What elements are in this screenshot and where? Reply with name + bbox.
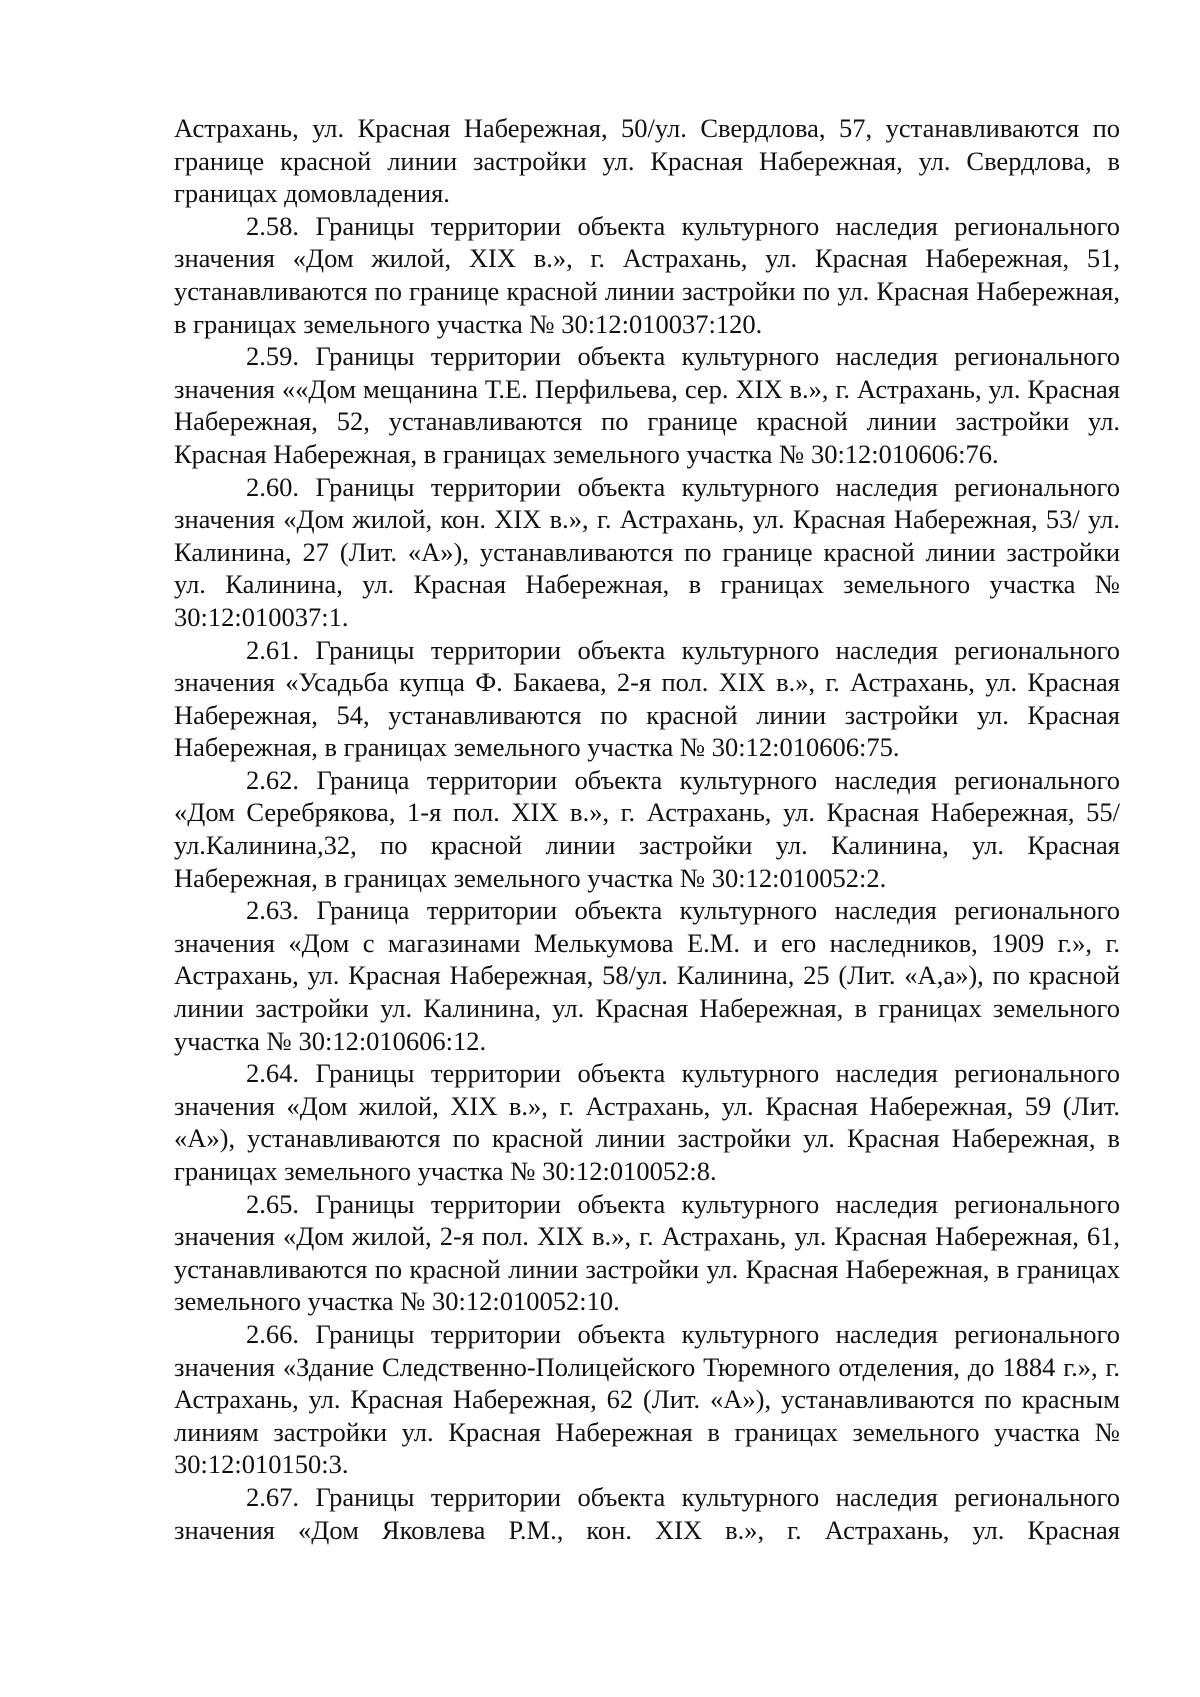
- paragraph-continuation: Астрахань, ул. Красная Набережная, 50/ул. Свердлова, 57, устанавливаются по границе красной линии застройки ул. Красная Набережная, ул. Свердлова, в границах домовладения.: [174, 113, 1120, 209]
- paragraph-2-63: 2.63. Граница территории объекта культурного наследия регионального значения «Дом с магазинами Мелькумова Е.М. и его наследников, 1909 г.», г. Астрахань, ул. Красная Набережная, 58/ул. Калинина, 25 (Лит. «А,а»), по красной линии застройки ул. Калинина, ул. Красная Набережная, в границах земельного участка № 30:12:010606:12.: [174, 895, 1120, 1056]
- paragraph-2-61: 2.61. Границы территории объекта культурного наследия регионального значения «Усадьба купца Ф. Бакаева, 2-я пол. XIX в.», г. Астрахань, ул. Красная Набережная, 54, устанавливаются по красной линии застройки ул. Красная Набережная, в границах земельного участка № 30:12:010606:75.: [174, 634, 1120, 763]
- paragraph-2-62: 2.62. Граница территории объекта культурного наследия регионального «Дом Серебрякова, 1-я пол. XIX в.», г. Астрахань, ул. Красная Набережная, 55/ул.Калинина,32, по красной линии застройки ул. Калинина, ул. Красная Набережная, в границах земельного участка № 30:12:010052:2.: [174, 764, 1120, 893]
- paragraph-2-60: 2.60. Границы территории объекта культурного наследия регионального значения «Дом жилой, кон. XIX в.», г. Астрахань, ул. Красная Набережная, 53/ ул. Калинина, 27 (Лит. «А»), устанавливаются по границе красной линии застройки ул. Калинина, ул. Красная Набережная, в границах земельного участка № 30:12:010037:1.: [174, 471, 1120, 632]
- paragraph-2-66: 2.66. Границы территории объекта культурного наследия регионального значения «Здание Следственно-Полицейского Тюремного отделения, до 1884 г.», г. Астрахань, ул. Красная Набережная, 62 (Лит. «А»), устанавливаются по красным линиям застройки ул. Красная Набережная в границах земельного участка № 30:12:010150:3.: [174, 1318, 1120, 1480]
- paragraph-2-59: 2.59. Границы территории объекта культурного наследия регионального значения ««Дом мещанина Т.Е. Перфильева, сер. XIX в.», г. Астрахань, ул. Красная Набережная, 52, устанавливаются по границе красной линии застройки ул. Красная Набережная, в границах земельного участка № 30:12:010606:76.: [174, 341, 1120, 469]
- paragraph-2-67: 2.67. Границы территории объекта культурного наследия регионального значения «Дом Яковлева Р.М., кон. XIX в.», г. Астрахань, ул. Красная: [174, 1481, 1120, 1545]
- paragraph-2-64: 2.64. Границы территории объекта культурного наследия регионального значения «Дом жилой, XIX в.», г. Астрахань, ул. Красная Набережная, 59 (Лит. «А»), устанавливаются по красной линии застройки ул. Красная Набережная, в границах земельного участка № 30:12:010052:8.: [174, 1058, 1120, 1186]
- paragraph-2-65: 2.65. Границы территории объекта культурного наследия регионального значения «Дом жилой, 2-я пол. XIX в.», г. Астрахань, ул. Красная Набережная, 61, устанавливаются по красной линии застройки ул. Красная Набережная, в границах земельного участка № 30:12:010052:10.: [174, 1188, 1120, 1317]
- paragraph-2-58: 2.58. Границы территории объекта культурного наследия регионального значения «Дом жилой, XIX в.», г. Астрахань, ул. Красная Набережная, 51, устанавливаются по границе красной линии застройки по ул. Красная Набережная, в границах земельного участка № 30:12:010037:120.: [174, 210, 1120, 339]
- document-body: [174, 112, 1120, 1546]
